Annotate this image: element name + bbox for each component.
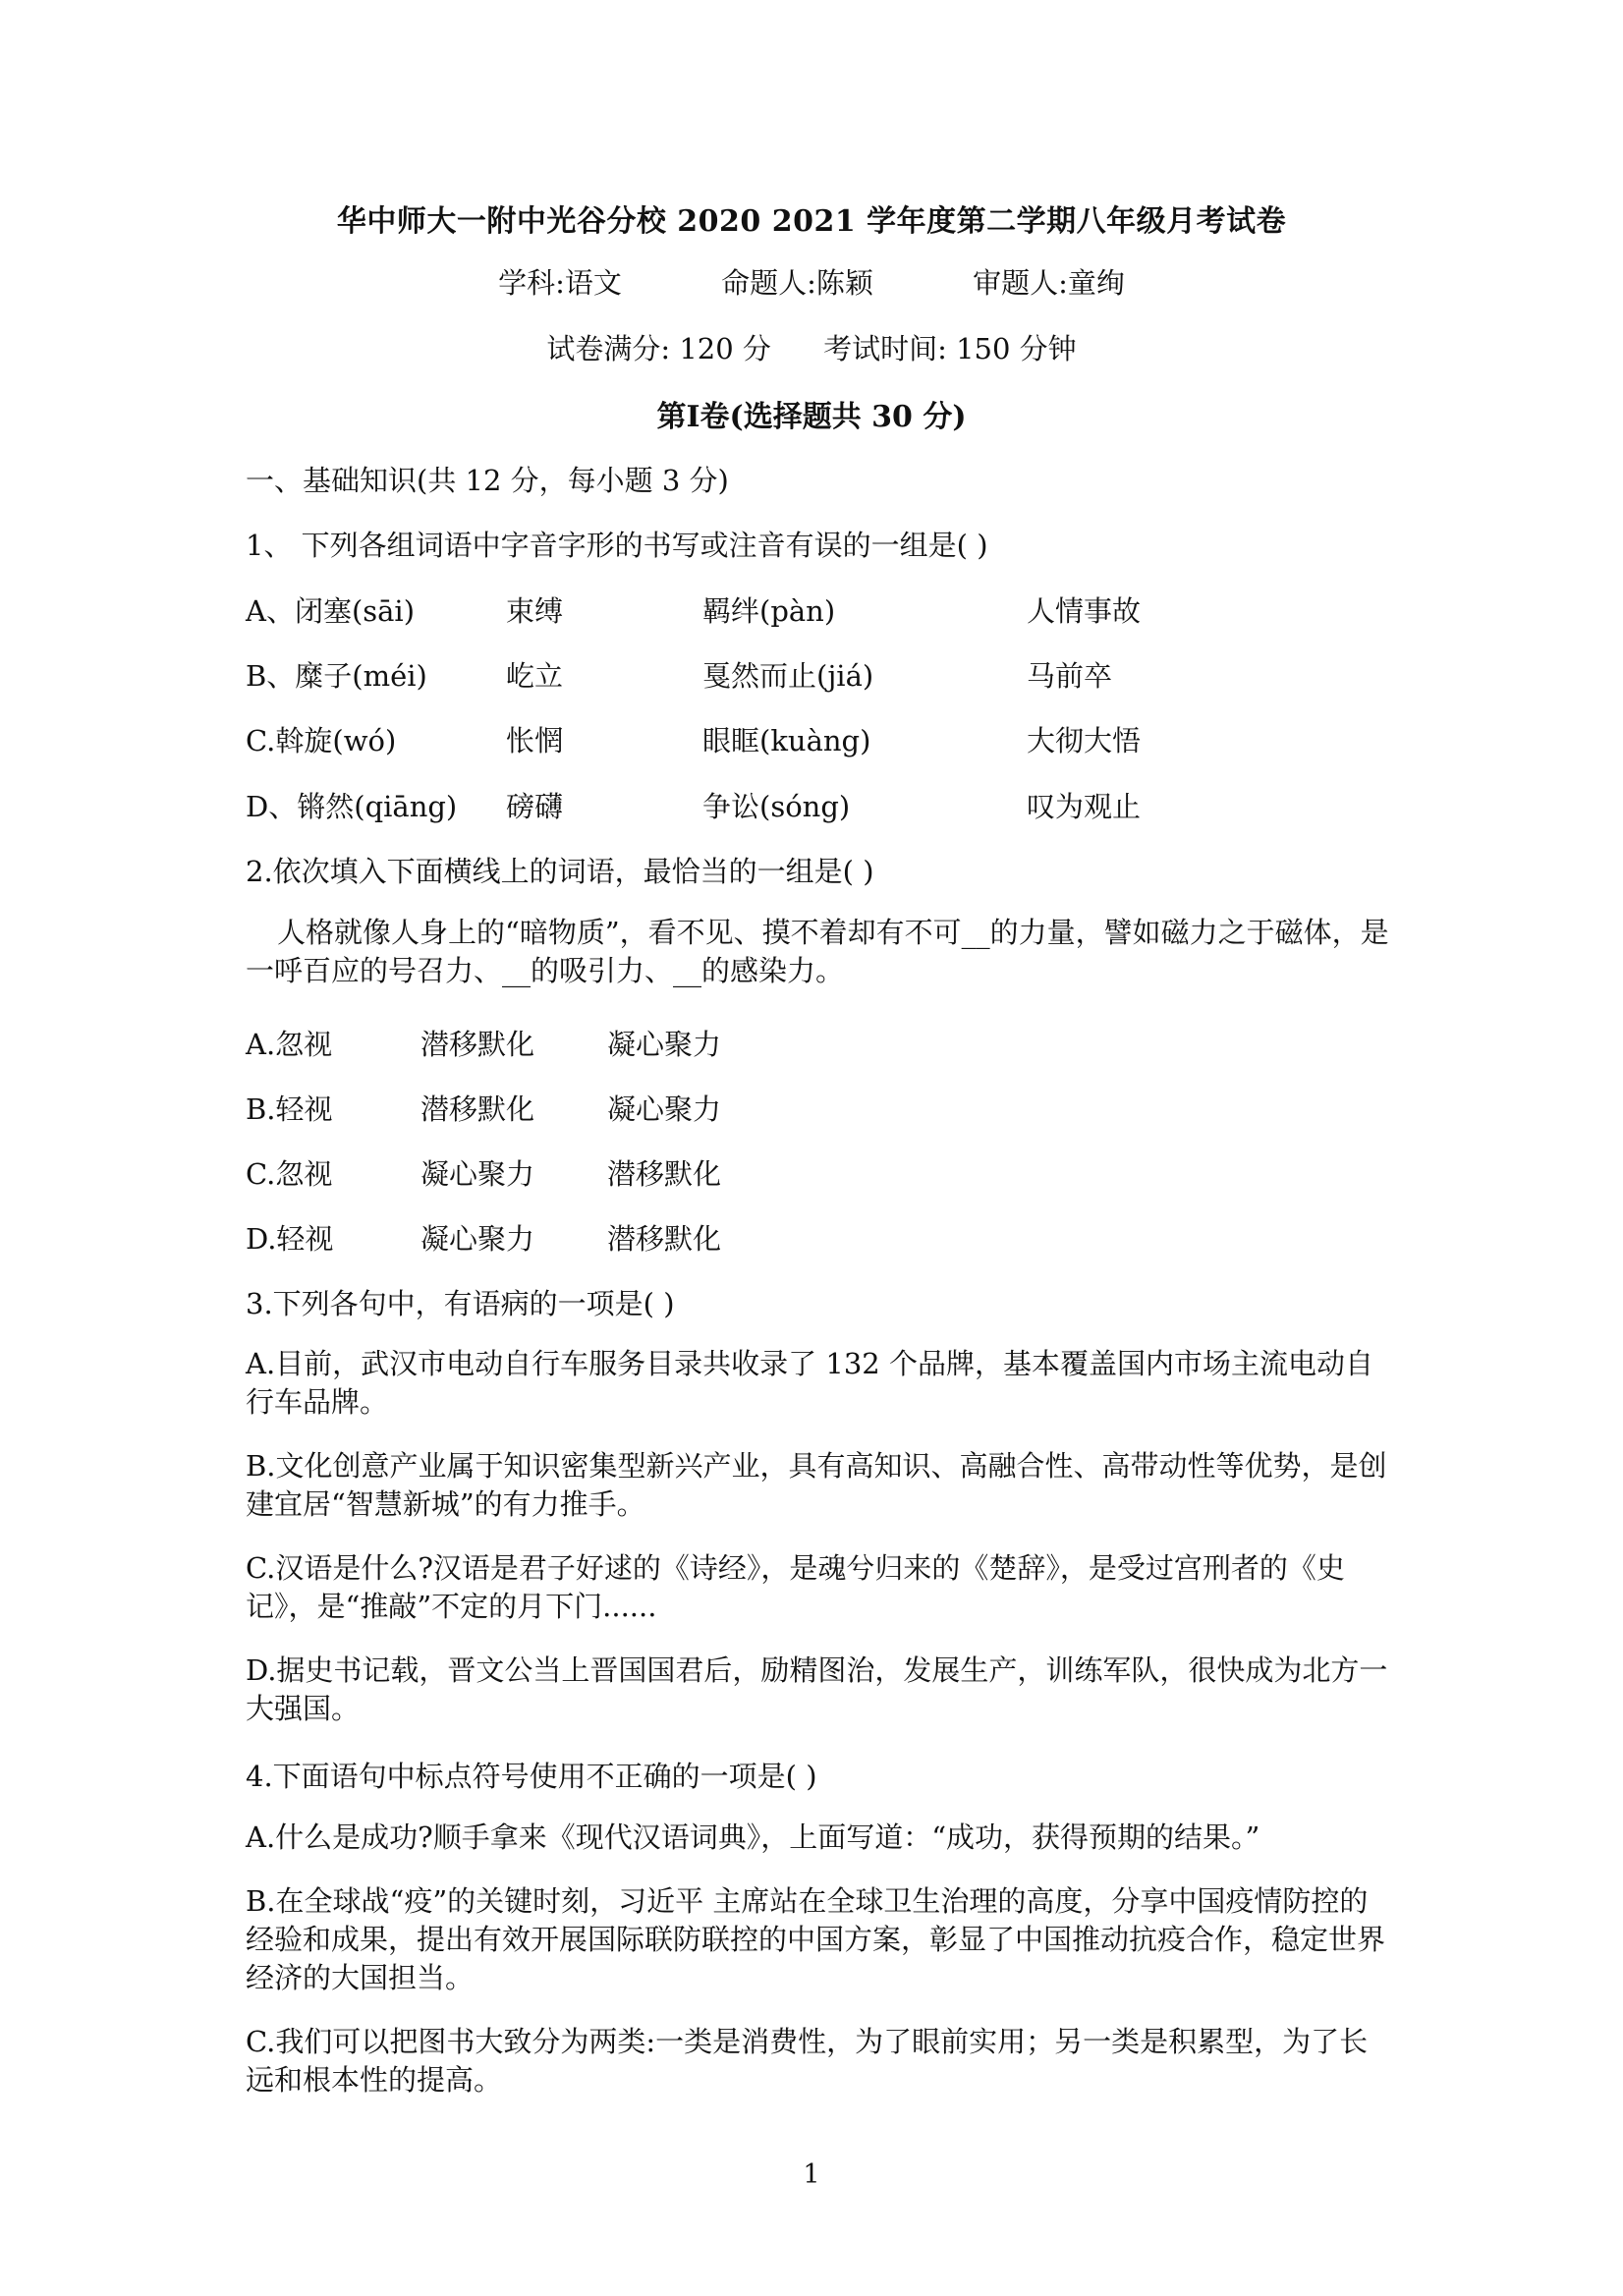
question-4-stem: 4.下面语句中标点符号使用不正确的一项是( )	[246, 1760, 817, 1793]
option-cell: 凝心聚力	[420, 1222, 535, 1256]
part-heading: 第Ⅰ卷(选择题共 30 分)	[656, 400, 967, 434]
exam-meta-line-2	[0, 327, 1623, 367]
option-cell: 人情事故	[1027, 594, 1142, 628]
option-cell: 凝心聚力	[607, 1092, 722, 1126]
option-cell: 凝心聚力	[607, 1028, 722, 1061]
question-3-option-c: C.汉语是什么?汉语是君子好逑的《诗经》，是魂兮归来的《楚辞》，是受过宫刑者的《史记》，是“推敲”不定的月下门......	[246, 1551, 1345, 1623]
option-cell: 磅礴	[506, 790, 564, 823]
question-3-option-b: B.文化创意产业属于知识密集型新兴产业，具有高知识、高融合性、高带动性等优势，是创建宜居“智慧新城”的有力推手。	[246, 1449, 1387, 1521]
option-cell: 潜移默化	[420, 1092, 535, 1126]
option-cell: C.斡旋(wó)	[246, 724, 397, 757]
section-heading: 一、基础知识(共 12 分，每小题 3 分)	[246, 464, 729, 497]
option-cell: B、糜子(méi)	[246, 659, 427, 693]
option-cell: 争讼(sóng)	[702, 790, 851, 823]
question-3-option-a: A.目前，武汉市电动自行车服务目录共收录了 132 个品牌，基本覆盖国内市场主流电动自行车品牌。	[246, 1347, 1373, 1419]
author-label: 命题人:陈颖	[721, 266, 873, 300]
page-number: 1	[803, 2159, 820, 2190]
option-cell: 束缚	[506, 594, 564, 628]
option-cell: 眼眶(kuàng)	[702, 724, 871, 757]
question-4-option-a: A.什么是成功?顺手拿来《现代汉语词典》，上面写道：“成功，获得预期的结果。”	[246, 1820, 1260, 1854]
option-cell: 羁绊(pàn)	[702, 594, 836, 628]
option-cell: 马前卒	[1027, 659, 1113, 693]
exam-time-label: 考试时间: 150 分钟	[823, 332, 1077, 365]
full-score-label: 试卷满分: 120 分	[546, 332, 771, 365]
option-cell: 屹立	[506, 659, 564, 693]
option-cell: 凝心聚力	[420, 1157, 535, 1191]
exam-meta-line-1	[0, 261, 1623, 302]
option-cell: 怅惘	[506, 724, 564, 757]
option-cell: D、锵然(qiāng)	[246, 790, 458, 823]
reviewer-label: 审题人:童绚	[973, 266, 1125, 300]
question-2-passage: 人格就像人身上的“暗物质”，看不见、摸不着却有不可__的力量，譬如磁力之于磁体，是一呼百应的号召力、__的吸引力、__的感染力。	[246, 916, 1389, 987]
option-cell: 戛然而止(jiá)	[702, 659, 874, 693]
exam-title: 华中师大一附中光谷分校 2020 2021 学年度第二学期八年级月考试卷	[336, 204, 1287, 239]
option-cell: C.忽视	[246, 1157, 333, 1191]
question-4-option-c: C.我们可以把图书大致分为两类:一类是消费性，为了眼前实用；另一类是积累型，为了长远和根本性的提高。	[246, 2025, 1369, 2097]
option-cell: A、闭塞(sāi)	[246, 594, 416, 628]
option-cell: 叹为观止	[1027, 790, 1142, 823]
question-2-stem: 2.依次填入下面横线上的词语，最恰当的一组是( )	[246, 855, 874, 888]
question-3-option-d: D.据史书记载，晋文公当上晋国国君后，励精图治，发展生产，训练军队，很快成为北方一大强国。	[246, 1653, 1388, 1725]
option-cell: B.轻视	[246, 1092, 333, 1126]
option-cell: D.轻视	[246, 1222, 334, 1256]
subject-label: 学科:语文	[498, 266, 622, 300]
option-cell: 潜移默化	[607, 1222, 722, 1256]
option-cell: 潜移默化	[607, 1157, 722, 1191]
option-cell: 潜移默化	[420, 1028, 535, 1061]
option-cell: A.忽视	[246, 1028, 333, 1061]
question-1-stem: 1、 下列各组词语中字音字形的书写或注音有误的一组是( )	[246, 529, 988, 562]
option-cell: 大彻大悟	[1027, 724, 1142, 757]
question-4-option-b: B.在全球战“疫”的关键时刻，习近平 主席站在全球卫生治理的高度，分享中国疫情防控的经验和成果，提出有效开展国际联防联控的中国方案，彰显了中国推动抗疫合作，稳定世界经济的大国担当。	[246, 1884, 1386, 1994]
question-3-stem: 3.下列各句中，有语病的一项是( )	[246, 1287, 675, 1320]
